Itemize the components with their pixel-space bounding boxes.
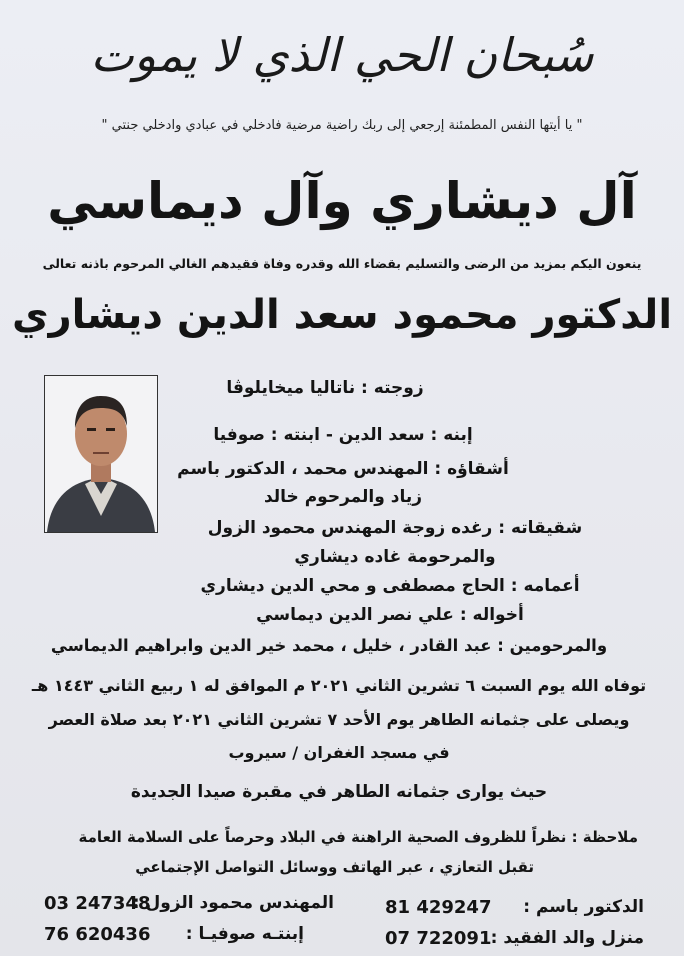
wife-line: زوجته : ناتاليا ميخايلوڤا [226,378,424,398]
brothers-line-2: زياد والمرحوم خالد [263,487,423,507]
brothers-line-1: أشقاؤه : المهندس محمد ، الدكتور باسم [177,459,509,479]
note-line-1: ملاحظة : نظراً للظروف الصحية الراهنة في البلاد وحرصاً على السلامة العامة [78,828,638,846]
contact-number-zoul: 03 247348 [44,893,151,914]
mosque-line: في مسجد الغفران / سيروب [228,743,450,762]
families-title: آل ديشاري وآل ديماسي [47,172,637,230]
announcement-text: ينعون اليكم بمزيد من الرضى والتسليم بقضاء الله وقدره وفاة فقيدهم الغالي المرحوم باذنه تعالى [42,256,642,271]
contact-label-family-home: منزل والد الفقيد : [490,928,644,948]
burial-line: حيث يوارى جثمانه الطاهر في مقبرة صيدا الجديدة [130,782,548,802]
deceased-name: الدكتور محمود سعد الدين ديشاري [11,292,673,338]
contact-number-basem: 81 429247 [385,897,492,918]
note-line-2: تقبل التعازي ، عبر الهاتف ووسائل التواصل الإجتماعي [135,858,534,876]
portrait-photo [44,375,158,533]
paternal-uncles-line: أعمامه : الحاج مصطفى و محي الدين ديشاري [200,576,580,596]
maternal-uncles-line: أخواله : علي نصر الدين ديماسي [256,605,524,625]
prayer-line: ويصلى على جثمانه الطاهر يوم الأحد ٧ تشرين الثاني ٢٠٢١ بعد صلاة العصر [48,710,630,729]
calligraphy-header: سُبحان الحي الذي لا يموت [90,28,594,82]
death-date-line: توفاه الله يوم السبت ٦ تشرين الثاني ٢٠٢١ م الموافق له ١ ربيع الثاني ١٤٤٣ هـ [31,676,647,695]
contact-label-zoul: المهندس محمود الزول : [132,893,334,913]
contact-label-sofia: إبنتـه صوفيـا : [185,924,304,944]
contact-number-family-home: 07 722091 [385,928,492,949]
portrait-icon [45,376,157,532]
quran-verse: " يا أيتها النفس المطمئنة إرجعي إلى ربك راضية مرضية فادخلي في عبادي وادخلي جنتي " [101,118,583,133]
sisters-line-1: شقيقاته : رغده زوجة المهندس محمود الزول [207,518,583,538]
contact-label-basem: الدكتور باسم : [523,897,644,917]
children-line: إبنه : سعد الدين - ابنته : صوفيا [213,425,473,445]
sisters-line-2: والمرحومة غاده ديشاري [294,547,496,567]
late-relatives-line: والمرحومين : عبد القادر ، خليل ، محمد خير الدين وابراهيم الديماسي [50,636,608,655]
contact-number-sofia: 76 620436 [44,924,151,945]
